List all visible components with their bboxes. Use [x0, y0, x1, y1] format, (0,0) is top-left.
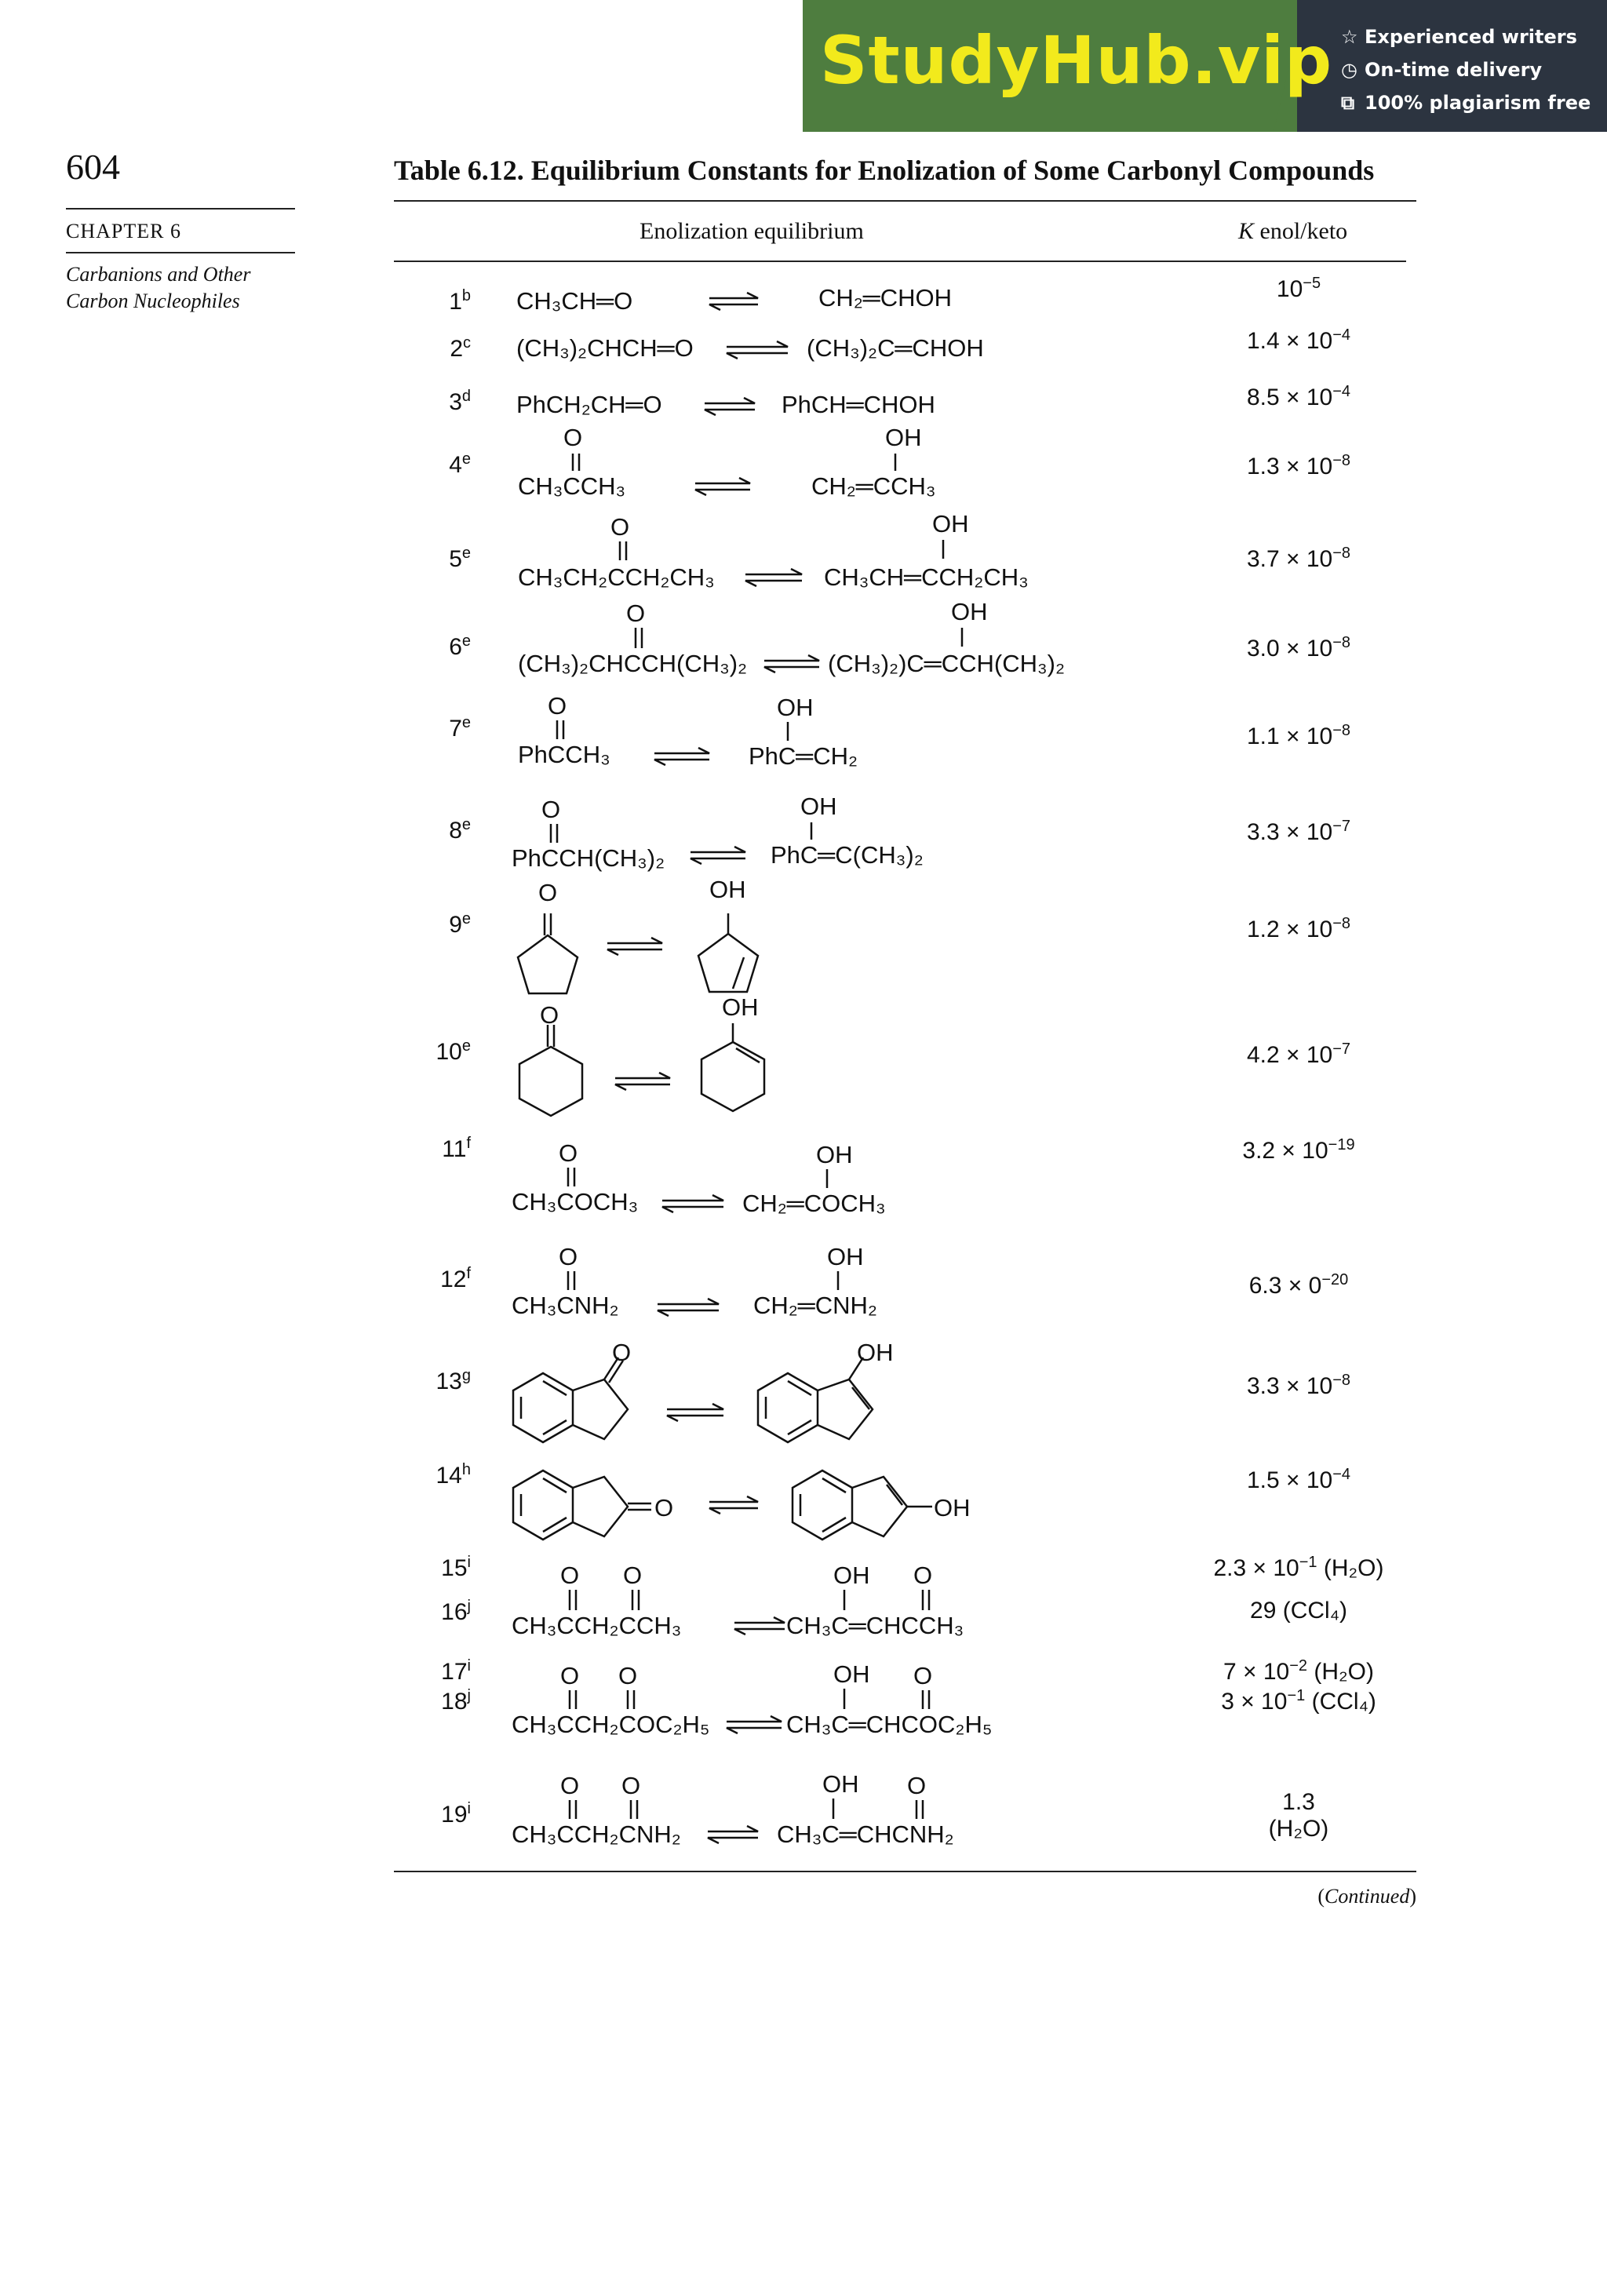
k-value: $3.3 \times 10^{-7}$ — [1246, 818, 1351, 845]
carbonyl-oxygen: O — [560, 1562, 580, 1589]
carbonyl-oxygen: O — [560, 1772, 580, 1799]
row-number: 8e — [449, 816, 471, 844]
footnote-mark: h — [461, 1461, 471, 1478]
carbonyl-oxygen: O — [559, 1139, 578, 1167]
footnote-mark: i — [467, 1657, 471, 1675]
enol-formula: (CH₃)₂)C═CCH(CH₃)₂ — [828, 650, 1065, 677]
keto-formula: PhCCH(CH₃)₂ — [512, 844, 665, 872]
row-number: 13$^g$ — [435, 1367, 471, 1394]
carbonyl-oxygen: O — [654, 1494, 674, 1522]
equilibrium-arrow — [708, 1826, 758, 1843]
star-icon: ☆ — [1341, 26, 1358, 48]
hydroxyl-group: OH — [857, 1339, 894, 1366]
col-header-equilibrium: Enolization equilibrium — [640, 218, 864, 244]
equilibrium-arrow — [607, 938, 662, 955]
footnote-mark: e — [461, 450, 471, 468]
keto-formula: PhCH₂CH═O — [516, 391, 662, 418]
enol-formula: CH₂═CNH₂ — [753, 1292, 877, 1319]
hydroxyl-group: OH — [816, 1141, 853, 1168]
row-number: 10e — [435, 1037, 471, 1065]
perk-on-time: ◷ On-time delivery — [1341, 53, 1591, 86]
keto-formula: CH₃CCH₂CNH₂ — [512, 1820, 681, 1848]
carbonyl-oxygen: O — [623, 1562, 643, 1589]
footnote-mark: b — [461, 287, 471, 304]
equilibrium-arrow — [691, 847, 745, 864]
equilibrium-arrow — [709, 1496, 758, 1514]
carbonyl-oxygen: O — [559, 1243, 578, 1270]
row-number: 7e — [449, 714, 471, 742]
keto-formula: CH₃CCH₃ — [518, 472, 626, 500]
footnote-mark: e — [461, 545, 471, 562]
equilibrium-arrow — [667, 1404, 723, 1421]
equilibrium-arrow — [658, 1299, 719, 1316]
equilibrium-arrow — [615, 1073, 670, 1090]
carbonyl-oxygen: O — [621, 1772, 641, 1799]
k-value: $1.4 \times 10^{-4}$ — [1246, 326, 1351, 354]
row-number: 9e — [449, 910, 471, 938]
carbonyl-oxygen: O — [563, 424, 583, 451]
carbonyl-oxygen: O — [541, 796, 561, 823]
k-value: 1.3 (H₂O) — [1268, 1789, 1329, 1842]
studyhub-logo[interactable]: StudyHub.vip — [820, 22, 1333, 99]
equilibrium-arrow — [745, 569, 802, 586]
footnote-mark: e — [461, 1037, 471, 1055]
table-rule-bottom — [394, 1871, 1416, 1872]
equilibrium-arrow — [734, 1617, 785, 1635]
carbonyl-oxygen: O — [548, 692, 567, 720]
footnote-mark: d — [461, 388, 471, 405]
enol-formula: CH₃C═CHCOC₂H₅ — [786, 1711, 993, 1738]
footnote-mark: i — [467, 1800, 471, 1817]
hydroxyl-group: OH — [800, 793, 837, 820]
keto-formula: CH₃CH₂CCH₂CH₃ — [518, 563, 715, 591]
row-number: 3$^d$ — [449, 388, 471, 415]
hydroxyl-group: OH — [827, 1243, 864, 1270]
row-number: 4e — [449, 450, 471, 478]
k-value: $3.0 \times 10^{-8}$ — [1246, 634, 1351, 661]
k-value: $2.3 \times 10^{-1}$ (H₂O) — [1213, 1554, 1384, 1581]
footnote-mark: e — [461, 714, 471, 731]
k-value: $3.2 \times 10^{-19}$ — [1242, 1136, 1355, 1164]
enol-formula: (CH₃)₂C═CHOH — [807, 334, 984, 362]
footnote-mark: e — [461, 816, 471, 833]
enol-formula: CH₃CH═CCH₂CH₃ — [824, 563, 1029, 591]
enol-formula: PhCH═CHOH — [782, 391, 935, 418]
hydroxyl-group: OH — [934, 1494, 971, 1522]
keto-formula: (CH₃)₂CHCH═O — [516, 334, 694, 362]
footnote-mark: j — [467, 1598, 471, 1615]
carbonyl-oxygen: O — [610, 513, 630, 541]
enol-formula: CH₂═CCH₃ — [811, 472, 936, 500]
row-number: 1$^b$ — [449, 287, 471, 315]
keto-formula: CH₃CCH₂COC₂H₅ — [512, 1711, 710, 1738]
row-number: 5e — [449, 545, 471, 572]
carbonyl-oxygen: O — [538, 879, 558, 906]
carbonyl-oxygen: O — [612, 1339, 632, 1366]
footnote-mark: f — [466, 1265, 471, 1282]
k-value: $8.5 \times 10^{-4}$ — [1246, 383, 1351, 410]
equilibrium-arrow — [727, 1716, 782, 1733]
perk-plagiarism: ⧉ 100% plagiarism free — [1341, 86, 1591, 119]
k-value: $1.1 \times 10^{-8}$ — [1246, 722, 1351, 749]
k-value: 29 (CCl₄) — [1250, 1598, 1347, 1624]
perk-experienced: ☆ Experienced writers — [1341, 20, 1591, 53]
k-value: $3.3 \times 10^{-8}$ — [1246, 1372, 1351, 1399]
hydroxyl-group: OH — [722, 993, 759, 1021]
keto-formula: CH₃CH═O — [516, 287, 633, 315]
carbonyl-oxygen: O — [618, 1662, 638, 1689]
k-value: $6.3 \times 0^{-20}$ — [1248, 1271, 1349, 1299]
footnote-mark: i — [467, 1554, 471, 1571]
row-number: 15$^i$ — [441, 1554, 471, 1581]
k-value: $1.5 \times 10^{-4}$ — [1246, 1466, 1351, 1493]
carbonyl-oxygen: O — [560, 1662, 580, 1689]
k-value: $7 \times 10^{-2}$ (H₂O) — [1223, 1657, 1375, 1685]
continued-note: (Continued) — [1317, 1885, 1416, 1908]
hydroxyl-group: OH — [833, 1660, 870, 1688]
k-value: $4.2 \times 10^{-7}$ — [1246, 1040, 1351, 1068]
equilibrium-arrow — [709, 293, 758, 310]
carbonyl-oxygen: O — [913, 1662, 933, 1689]
carbonyl-oxygen: O — [540, 1001, 559, 1029]
row-number: 16$^j$ — [441, 1598, 471, 1625]
k-value: $3 \times 10^{-1}$ (CCl₄) — [1221, 1687, 1376, 1715]
k-value: $1.3 \times 10^{-8}$ — [1246, 452, 1351, 479]
row-number: 19$^i$ — [441, 1800, 471, 1828]
equilibrium-arrow — [654, 748, 709, 765]
enol-formula: PhC═CH₂ — [749, 742, 858, 770]
equilibrium-arrow — [695, 478, 750, 495]
keto-formula: CH₃COCH₃ — [512, 1188, 639, 1215]
enol-formula: CH₃C═CHCCH₃ — [786, 1612, 964, 1639]
k-value: $1.2 \times 10^{-8}$ — [1246, 915, 1351, 942]
enol-formula: PhC═C(CH₃)₂ — [771, 841, 924, 869]
footnote-mark: c — [463, 334, 471, 352]
row-number: 11$^f$ — [442, 1135, 471, 1162]
row-number: 6e — [449, 632, 471, 660]
row-number: 14$^h$ — [435, 1461, 471, 1489]
row-number: 18$^j$ — [441, 1687, 471, 1715]
carbonyl-oxygen: O — [907, 1772, 927, 1799]
enol-formula: CH₃C═CHCNH₂ — [777, 1820, 954, 1848]
enol-formula: CH₂═COCH₃ — [742, 1190, 886, 1217]
footnote-mark: g — [461, 1367, 471, 1384]
hydroxyl-group: OH — [833, 1562, 870, 1589]
hydroxyl-group: OH — [777, 694, 814, 721]
row-number: 12$^f$ — [440, 1265, 471, 1292]
copy-icon: ⧉ — [1341, 92, 1355, 114]
row-number: 17$^i$ — [441, 1657, 471, 1685]
hydroxyl-group: OH — [885, 424, 922, 451]
enol-formula: CH₂═CHOH — [818, 284, 953, 312]
page-number: 604 — [66, 147, 120, 187]
footnote-mark: e — [461, 632, 471, 650]
equilibrium-arrow — [662, 1195, 723, 1212]
hydroxyl-group: OH — [822, 1770, 859, 1798]
footnote-mark: j — [467, 1687, 471, 1704]
k-value: $10^{-5}$ — [1276, 275, 1321, 302]
keto-formula: CH₃CNH₂ — [512, 1292, 619, 1319]
carbonyl-oxygen: O — [626, 600, 646, 627]
keto-formula: PhCCH₃ — [518, 741, 610, 768]
keto-formula: CH₃CCH₂CCH₃ — [512, 1612, 682, 1639]
equilibrium-arrow — [705, 398, 755, 415]
hydroxyl-group: OH — [932, 510, 969, 538]
chapter-subtitle: Carbanions and Other Carbon Nucleophiles — [66, 263, 251, 312]
footnote-mark: e — [461, 910, 471, 928]
hydroxyl-group: OH — [709, 876, 746, 903]
equilibrium-arrow — [727, 341, 788, 359]
chapter-label: CHAPTER 6 — [66, 220, 181, 242]
table-title: Table 6.12. Equilibrium Constants for Enolization of Some Carbonyl Compounds — [394, 155, 1375, 186]
hydroxyl-group: OH — [951, 598, 988, 625]
k-value: $3.7 \times 10^{-8}$ — [1246, 545, 1351, 572]
footnote-mark: f — [466, 1135, 471, 1152]
row-number: 2$^c$ — [450, 334, 471, 362]
keto-formula: (CH₃)₂CHCCH(CH₃)₂ — [518, 650, 748, 677]
equilibrium-arrow — [764, 655, 819, 672]
carbonyl-oxygen: O — [913, 1562, 933, 1589]
col-header-k: K enol/keto — [1238, 218, 1348, 244]
clock-icon: ◷ — [1341, 59, 1357, 81]
